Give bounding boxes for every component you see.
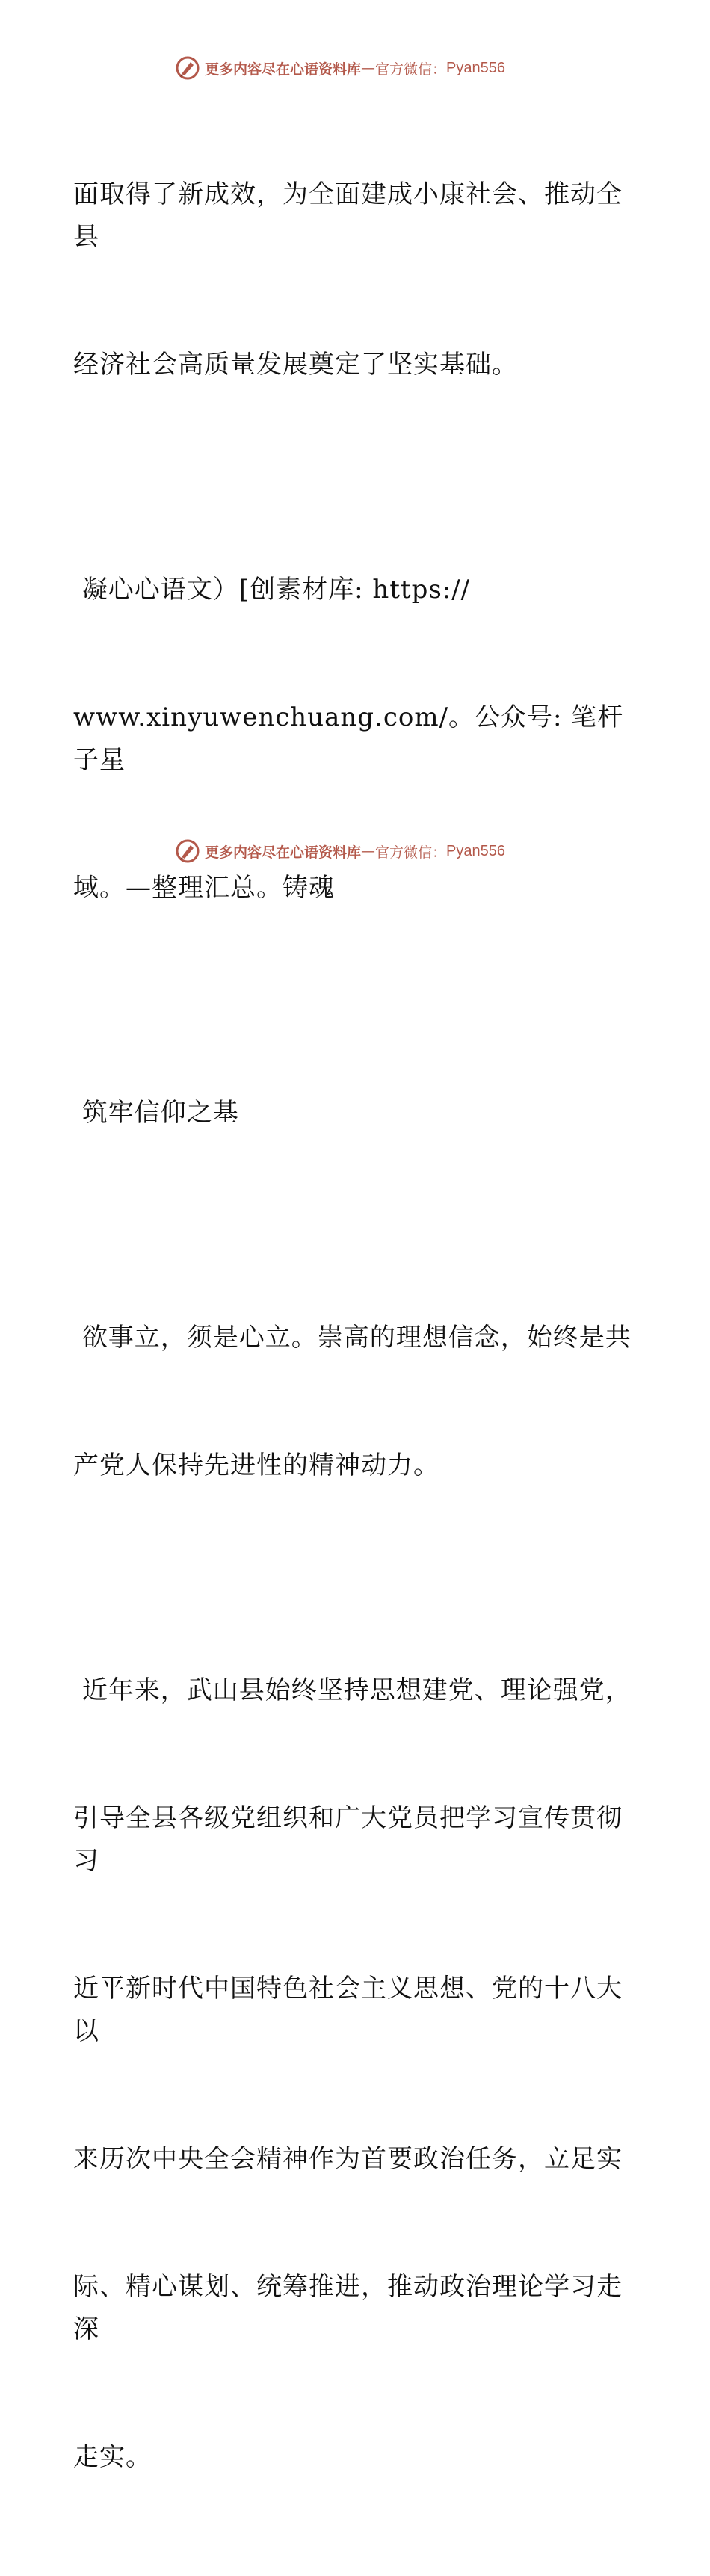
text-line: www.xinyuwenchuang.com/。公众号: 笔杆子星	[73, 702, 624, 775]
text-line: 面取得了新成效，为全面建成小康社会、推动全县	[73, 179, 623, 252]
text-line: 产党人保持先进性的精神动力。	[73, 1451, 439, 1480]
paragraph	[73, 484, 641, 995]
header-banner-title: 更多内容尽在心语资料库	[205, 61, 362, 78]
text-line: 凝心心语文）[创素材库: https://	[73, 575, 471, 605]
text-line: 走实。	[73, 2442, 152, 2472]
text-line: 近平新时代中国特色社会主义思想、党的十八大以	[73, 1974, 623, 2046]
body-text	[73, 88, 641, 2576]
pen-logo-icon	[175, 838, 200, 864]
text-line: 域。—整理汇总。铸魂	[73, 873, 335, 903]
section-heading	[73, 1007, 641, 1220]
paragraph	[73, 1584, 641, 2564]
footer-banner-wechat-label: 官方微信：	[375, 844, 447, 861]
header-banner-separator: —	[361, 60, 376, 76]
text-line: 际、精心谋划、统筹推进，推动政治理论学习走深	[73, 2272, 623, 2344]
header-banner-wechat-id: Pyan556	[446, 59, 505, 76]
header-banner-wechat-label: 官方微信：	[375, 61, 447, 78]
header-banner	[175, 55, 534, 81]
text-line: 来历次中央全会精神作为首要政治任务，立足实	[73, 2144, 623, 2174]
footer-banner-separator: —	[361, 843, 376, 859]
pen-logo-icon	[175, 55, 200, 81]
text-line: 筑牢信仰之基	[73, 1098, 239, 1128]
text-line: 引导全县各级党组织和广大党员把学习宣传贯彻习	[73, 1803, 623, 1876]
footer-banner	[175, 838, 534, 864]
footer-banner-title: 更多内容尽在心语资料库	[205, 844, 362, 861]
text-line: 近年来，武山县始终坚持思想建党、理论强党，	[73, 1675, 632, 1705]
paragraph	[73, 1232, 641, 1572]
text-line: 经济社会高质量发展奠定了坚实基础。	[73, 350, 518, 380]
text-line: 欲事立，须是心立。崇高的理想信念，始终是共	[73, 1323, 632, 1353]
paragraph	[73, 88, 641, 472]
footer-banner-wechat-id: Pyan556	[446, 842, 505, 859]
